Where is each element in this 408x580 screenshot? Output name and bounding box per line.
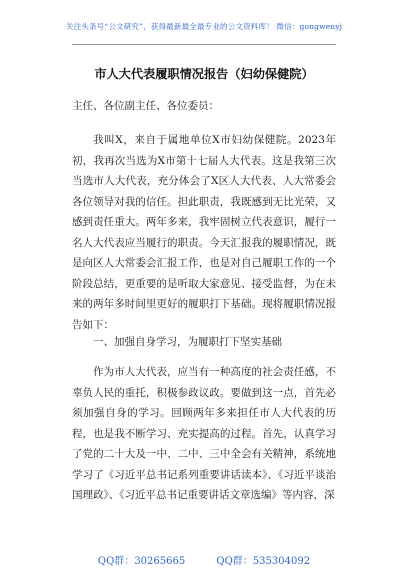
paragraph-intro: 我叫X，来自于属地单位X市妇幼保健院。2023年初，我再次当选为X市第十七届人大代表。这是我第三次当选市人大代表，充分体会了X区人大代表、人大常委会各位领导对我的信任。担此职责，我既感到无比光荣，又感到责任重大。两年多来，我牢固树立代表意识，履行一名人大代表应当履行的职责。今天汇报我的履职情况，既是向区人大常委会汇报工作，也是对自己履职工作的一个阶段总结，更重要的是听取大家意见、接受监督，为在未来的两年多时间里更好的履职打下基础。现将履职情况报告如下：: [72, 134, 336, 331]
section-heading: 一、加强自身学习，为履职打下坚实基础: [93, 336, 282, 348]
footer-qq-group-2: QQ群：535304092: [216, 556, 311, 567]
paragraph-study: 作为市人大代表，应当有一种高度的社会责任感，不辜负人民的重托，积极参政议政。要做到这一点，首先必须加强自身的学习。回顾两年多来担任市人大代表的历程，也是我不断学习、充实提高的过程。首先，认真学习了党的二十大及一中、二中、三中全会有关精神，系统地学习了《习近平总书记系列重要讲话读本》、《习近平谈治国理政》、《习近平总书记重要讲话文章选编》等内容，深: [72, 366, 336, 501]
document-title: 市人大代表履职情况报告（妇幼保健院）: [94, 67, 314, 81]
header-banner[interactable]: 关注头条号“公文研究”，获得最新最全最专业的公文资料库！ 微信：gongwenyj: [65, 22, 343, 31]
footer-qq-group-1: QQ群：30265665: [97, 556, 186, 567]
header-divider: [72, 44, 336, 45]
footer: [0, 556, 408, 568]
salutation: 主任、各位副主任、各位委员：: [72, 100, 219, 112]
